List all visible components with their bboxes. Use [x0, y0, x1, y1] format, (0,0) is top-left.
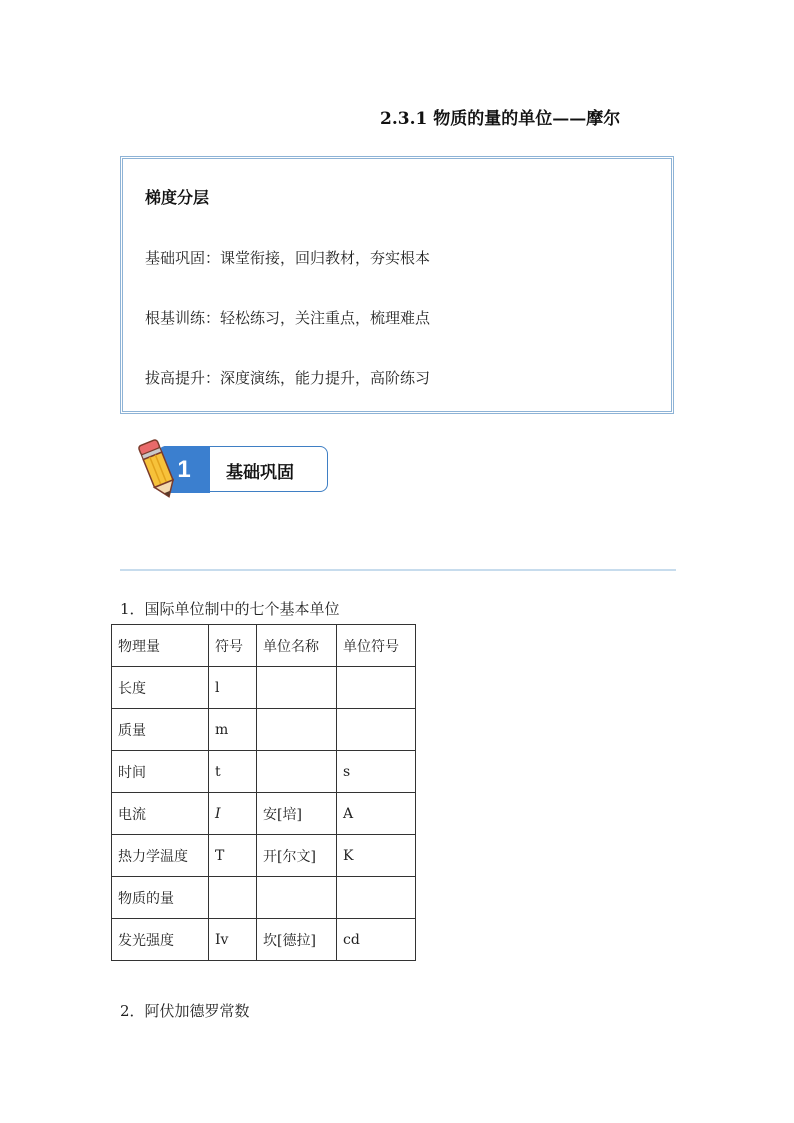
table-cell: 时间 — [112, 751, 209, 793]
table-row — [112, 709, 416, 751]
table-cell: m — [209, 709, 257, 751]
table-row — [112, 793, 416, 835]
box-line-foundation: 根基训练：轻松练习，关注重点，梳理难点 — [145, 309, 431, 327]
header-cell: 物理量 — [112, 625, 209, 667]
page-title: 2.3.1 物质的量的单位——摩尔 — [380, 109, 621, 129]
pencil-icon — [130, 436, 190, 502]
table-row — [112, 667, 416, 709]
table-cell — [337, 877, 416, 919]
table-row — [112, 751, 416, 793]
box-line-basic: 基础巩固：课堂衔接，回归教材，夯实根本 — [145, 249, 431, 267]
table-row — [112, 919, 416, 961]
table-cell — [337, 709, 416, 751]
table-cell: 开[尔文] — [257, 835, 337, 877]
header-cell: 单位符号 — [337, 625, 416, 667]
table-cell — [257, 751, 337, 793]
table-cell: 物质的量 — [112, 877, 209, 919]
table-cell: Iv — [209, 919, 257, 961]
table-cell — [209, 877, 257, 919]
table-cell: I — [209, 793, 257, 835]
table-cell: 坎[德拉] — [257, 919, 337, 961]
question-2: 2．阿伏加德罗常数 — [120, 1002, 250, 1020]
table-cell: K — [337, 835, 416, 877]
table-cell: A — [337, 793, 416, 835]
section-label: 基础巩固 — [226, 463, 294, 483]
table-cell: l — [209, 667, 257, 709]
gradient-layer-box — [120, 156, 674, 414]
table-cell — [257, 667, 337, 709]
header-cell: 符号 — [209, 625, 257, 667]
box-line-advanced: 拔高提升：深度演练，能力提升，高阶练习 — [145, 369, 431, 387]
box-heading: 梯度分层 — [145, 188, 210, 207]
table-cell: 质量 — [112, 709, 209, 751]
table-cell: cd — [337, 919, 416, 961]
header-cell: 单位名称 — [257, 625, 337, 667]
table-row — [112, 835, 416, 877]
table-cell: 发光强度 — [112, 919, 209, 961]
table-cell: 热力学温度 — [112, 835, 209, 877]
table-cell: 安[培] — [257, 793, 337, 835]
section-number: 1 — [158, 446, 210, 493]
table-cell — [257, 877, 337, 919]
table-cell: T — [209, 835, 257, 877]
si-units-table — [111, 624, 416, 961]
table-cell: 长度 — [112, 667, 209, 709]
table-cell — [257, 709, 337, 751]
section-divider — [120, 569, 676, 571]
question-1: 1．国际单位制中的七个基本单位 — [120, 600, 340, 618]
table-cell: t — [209, 751, 257, 793]
table-header-row — [112, 625, 416, 667]
section-badge — [130, 436, 330, 502]
table-cell — [337, 667, 416, 709]
table-row — [112, 877, 416, 919]
table-cell: s — [337, 751, 416, 793]
table-cell: 电流 — [112, 793, 209, 835]
